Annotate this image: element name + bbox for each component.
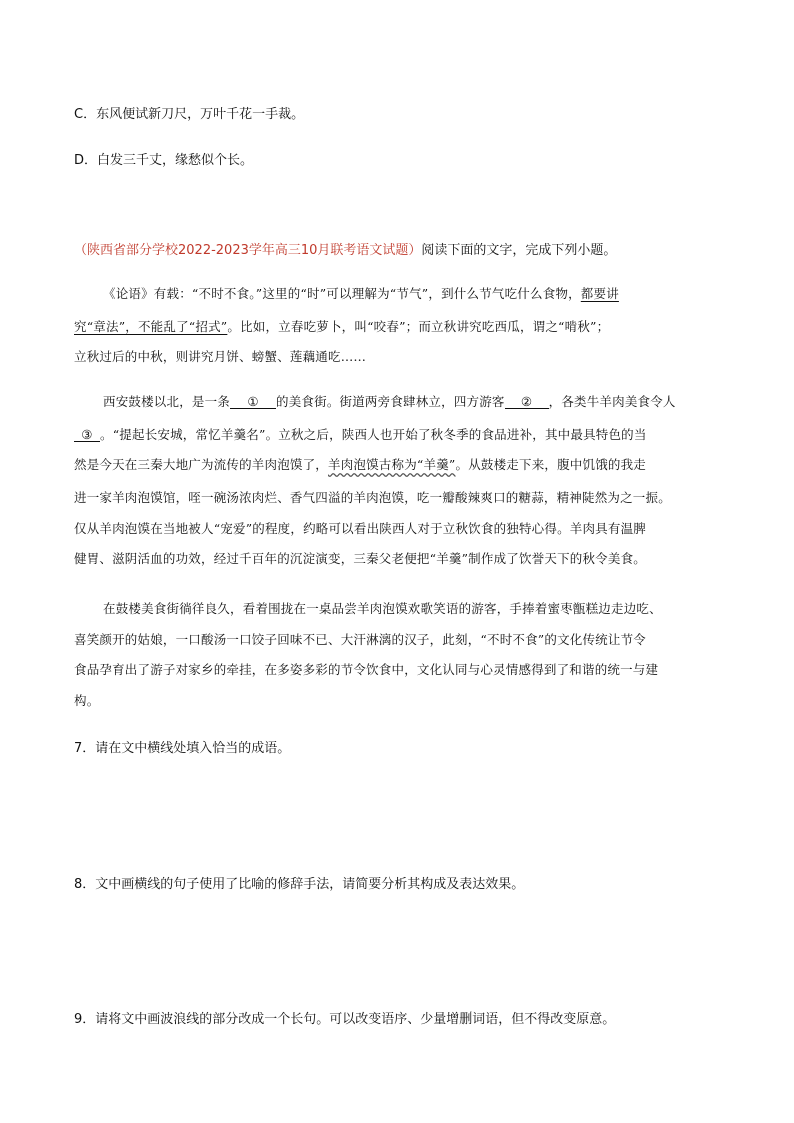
blank-3[interactable]: ③ [74,428,100,442]
option-d: D．白发三千丈，缘愁似个长。 [74,153,254,168]
source-citation: （陕西省部分学校2022-2023学年高三10月联考语文试题） [74,243,422,258]
reading-intro [74,239,616,258]
passage-line [74,317,609,335]
option-c: C．东风便试新刀尺，万叶千花一手裁。 [74,107,305,122]
passage-line: 仅从羊肉泡馍在当地被人“宠爱”的程度，约略可以看出陕西人对于立秋饮食的独特心得。羊肉具有温脾 [74,521,646,536]
passage-line: 在鼓楼美食街徜徉良久，看着围拢在一桌品尝羊肉泡馍欢歌笑语的游客，手捧着蜜枣甑糕边走边吃、 [103,601,662,616]
passage-text: 。“提起长安城，常忆羊羹名”。立秋之后，陕西人也开始了秋冬季的食品进补，其中最具特色的当 [100,427,647,442]
blank-2[interactable]: ② [505,395,549,409]
passage-line [74,455,646,473]
underlined-sentence: 究“章法”，不能乱了“招式” [74,319,228,334]
passage-line: 喜笑颜开的姑娘，一口酸汤一口饺子回味不已、大汗淋漓的汉子，此刻，“不时不食”的文化传统让节令 [74,632,646,647]
question-9: 9．请将文中画波浪线的部分改成一个长句。可以改变语序、少量增删词语，但不得改变原意。 [74,1012,616,1027]
passage-text: 《论语》有载：“不时不食。”这里的“时”可以理解为“节气”，到什么节气吃什么食物， [103,286,581,301]
passage-line [103,392,676,410]
passage-text: 。比如，立春吃萝卜，叫“咬春”；而立秋讲究吃西瓜，谓之“啃秋”； [227,319,610,334]
passage-text: 的美食街。街道两旁食肆林立，四方游客 [276,394,505,409]
passage-text: 然是今天在三秦大地广为流传的羊肉泡馍了， [74,457,329,472]
question-7: 7．请在文中横线处填入恰当的成语。 [74,741,291,756]
passage-line: 食品孕育出了游子对家乡的牵挂，在多姿多彩的节令饮食中，文化认同与心灵情感得到了和谐的统一与建 [74,662,659,677]
instruction-text: 阅读下面的文字，完成下列小题。 [421,243,617,258]
passage-line: 进一家羊肉泡馍馆，咥一碗汤浓肉烂、香气四溢的羊肉泡馍，吃一瓣酸辣爽口的糖蒜，精神陡然为之一振。 [74,490,671,505]
blank-1[interactable]: ① [230,395,276,409]
passage-text: 西安鼓楼以北，是一条 [103,394,231,409]
passage-line: 立秋过后的中秋，则讲究月饼、螃蟹、莲藕通吃…… [74,349,367,364]
passage-line: 构。 [74,693,100,708]
wavy-underlined-text: 羊肉泡馍古称为“羊羹” [328,457,456,472]
passage-line [103,284,619,302]
question-8: 8．文中画横线的句子使用了比喻的修辞手法，请简要分析其构成及表达效果。 [74,877,525,892]
passage-line: 健胃、滋阴活血的功效，经过千百年的沉淀演变，三秦父老便把“羊羹”制作成了饮誉天下的秋令美食。 [74,551,646,566]
underlined-sentence: 都要讲 [580,286,619,301]
passage-text: 。从鼓楼走下来，腹中饥饿的我走 [455,457,647,472]
passage-text: ，各类牛羊肉美食令人 [548,394,676,409]
passage-line [74,425,647,443]
